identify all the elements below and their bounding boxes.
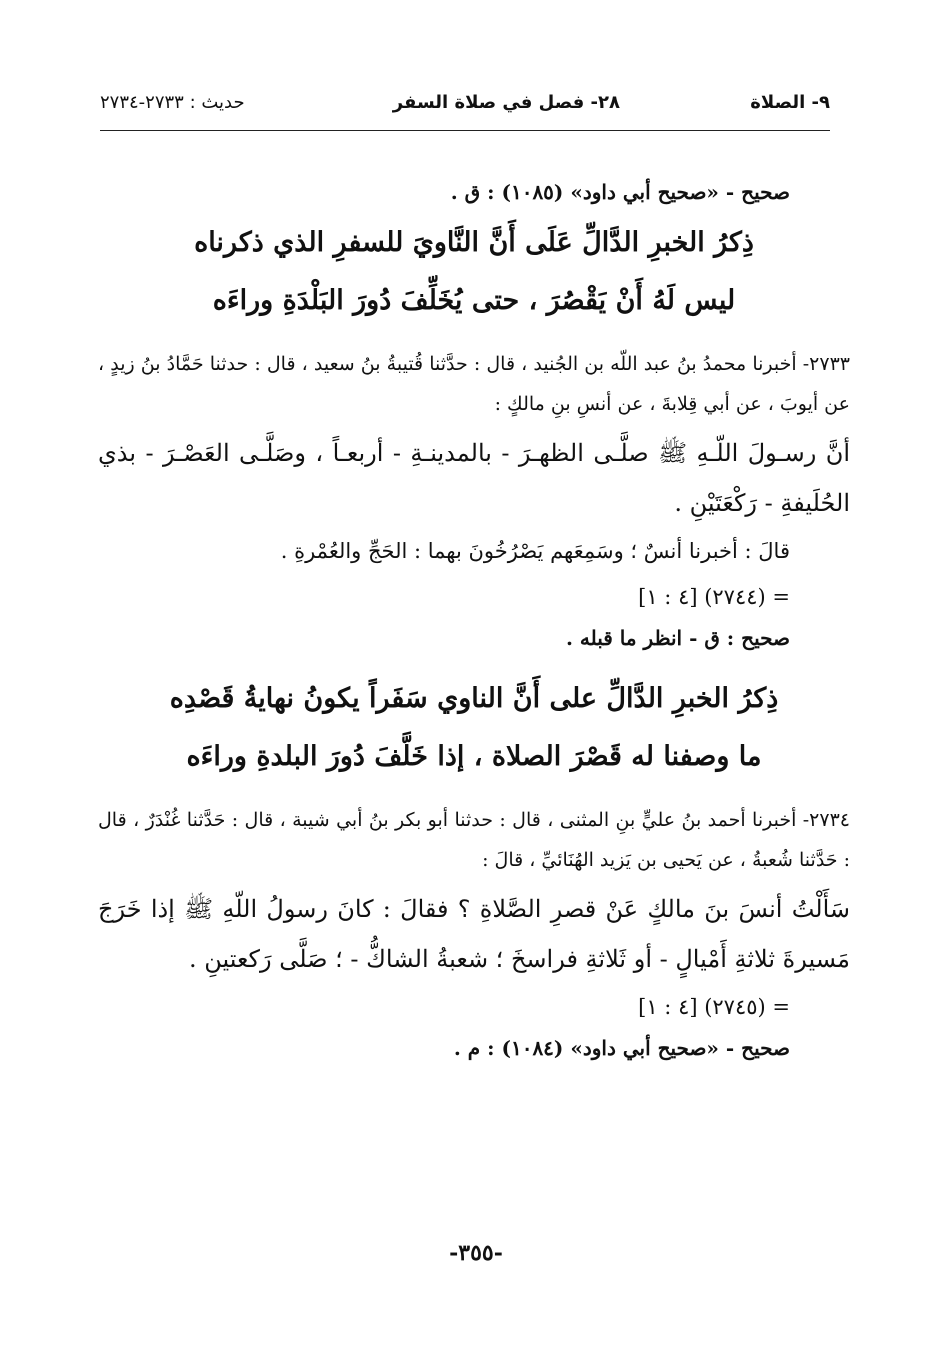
hadith-2733-reference: = (٢٧٤٤) [٤ : ١] bbox=[638, 585, 790, 609]
grade-2734: صحيح - «صحيح أبي داود» (١٠٨٤) : م . bbox=[453, 1036, 790, 1060]
page-header bbox=[100, 86, 830, 131]
page-body bbox=[98, 180, 850, 1080]
grade-2733: صحيح : ق - انظر ما قبله . bbox=[565, 626, 790, 650]
page-number: -٣٥٥- bbox=[449, 1240, 503, 1266]
header-book-title: ٩- الصلاة bbox=[750, 92, 830, 113]
header-section-title: ٢٨- فصل في صلاة السفر bbox=[392, 92, 620, 113]
hadith-2734-chain: ٢٧٣٤- أخبرنا أحمد بنُ عليٍّ بنِ المثنى ، قال : حدثنا أبو بكر بنُ أبي شيبة ، قال : حَدَّثنا غُنْدَرٌ ، قال : حَدَّثنا شُعبةُ ، عن يَحيى بن يَزيد الهُنَائيِّ ، قالَ : bbox=[98, 809, 850, 871]
hadith-2734-text: سَأَلْتُ أنسَ بنَ مالكٍ عَنْ قصرِ الصَّلاةِ ؟ فقالَ : كانَ رسولُ اللّهِ ﷺ إذا خَرَجَ مَسيرةَ ثلاثةِ أَمْيالٍ - أو ثَلاثةِ فراسخَ ؛ شعبةُ الشاكُّ - ؛ صَلَّى رَكعتينِ . bbox=[98, 895, 850, 973]
hadith-2733-chain: ٢٧٣٣- أخبرنا محمدُ بنُ عبد اللّه بن الجُنيد ، قال : حدَّثنا قُتيبةُ بنُ سعيد ، قال : حدثنا حَمَّادُ بنُ زيدٍ ، عن أيوبَ ، عن أبي قِلابةَ ، عن أنسِ بنِ مالكٍ : bbox=[98, 353, 850, 415]
grade-previous: صحيح - «صحيح أبي داود» (١٠٨٥) : ق . bbox=[450, 180, 790, 204]
hadith-2733-note: قالَ : أخبرنا أنسٌ ؛ وسَمِعَهم يَصْرُخُونَ بهما : الحَجِّ والعُمْرةِ . bbox=[280, 539, 790, 563]
chapter-heading-2: ذِكرُ الخبرِ الدَّالِّ على أَنَّ الناوي سَفَراً يكونُ نهايةُ قَصْدِه ما وصفنا له قَصْرَ الصلاة ، إذا خَلَّفَ دُورَ البلدةِ وراءَه bbox=[169, 683, 779, 772]
hadith-2734-reference: = (٢٧٤٥) [٤ : ١] bbox=[638, 995, 790, 1019]
header-hadith-range: حديث : ٢٧٣٣-٢٧٣٤ bbox=[100, 92, 245, 113]
chapter-heading-1: ذِكرُ الخبرِ الدَّالِّ عَلَى أَنَّ النَّاويَ للسفرِ الذي ذكرناه ليس لَهُ أَنْ يَقْصُرَ ، حتى يُخَلِّفَ دُورَ البَلْدَةِ وراءَه bbox=[194, 227, 754, 316]
hadith-2733-text: أنَّ رسـولَ اللّـهِ ﷺ صلَّـى الظهـرَ - بالمدينـةِ - أربعـاً ، وصَلَّـى العَصْـرَ - بذي الحُلَيفةِ - رَكْعَتَيْنِ . bbox=[98, 439, 850, 517]
